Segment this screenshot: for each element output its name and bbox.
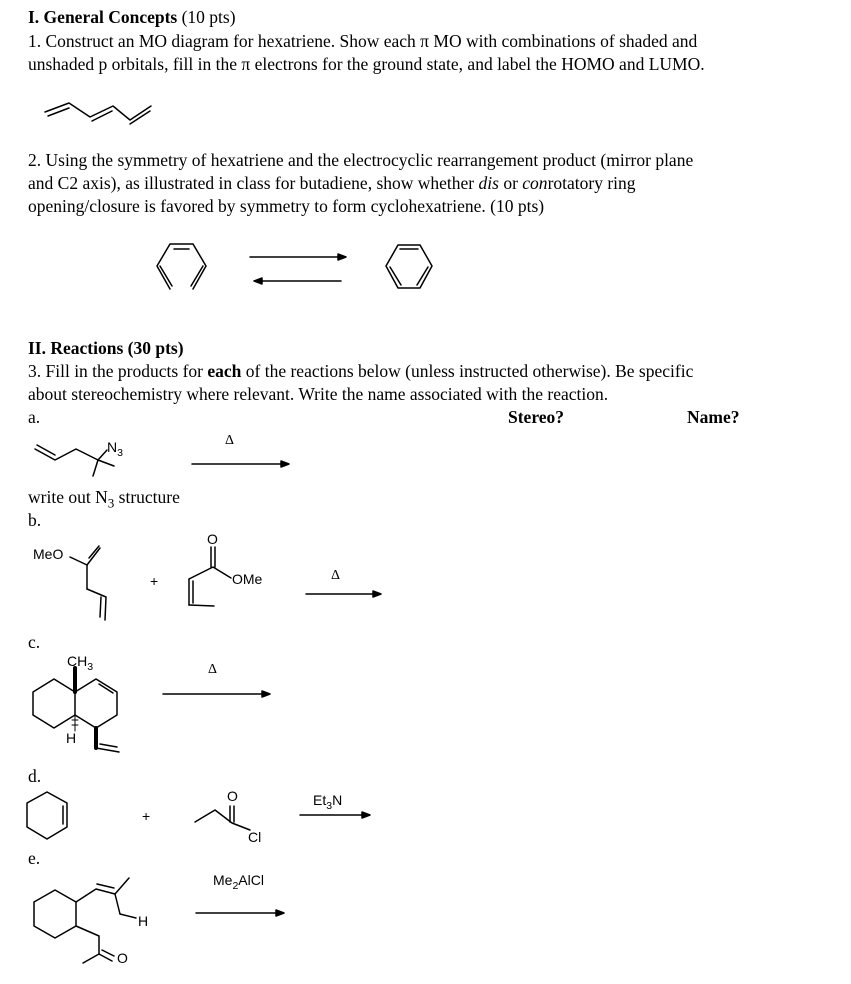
vinyl-ester-structure [189,547,231,606]
reaction-c-hydrogen: H [66,730,77,746]
ester-carbonyl-oxygen: O [207,531,218,547]
reaction-d-reagent: $Et_3N$ [313,792,343,812]
reaction-e-arrow [196,910,284,916]
or-word: or [498,173,523,193]
reaction-a-arrow [192,461,289,467]
question-3-line-1-start: 3. Fill in the products for [28,361,208,381]
reaction-b-arrow [306,591,381,597]
bicyclic-diene-structure [33,668,119,752]
reaction-c-label: c. [28,632,41,652]
reaction-d-label: d. [28,766,42,786]
dis-word: dis [478,173,499,193]
azide-label: $N_3$ [107,439,123,459]
methoxy-label: MeO [33,546,64,562]
question-1-line-1: 1. Construct an MO diagram for hexatriene. Show each π MO with combinations of shaded and [28,31,698,51]
question-1-line-2: unshaded p orbitals, fill in the π electrons for the ground state, and label the HOMO and LUMO. [28,54,705,74]
cyclohexene-structure [27,792,67,839]
name-column-header: Name? [687,407,740,427]
reaction-e-reagent: $Me_2AlCl$ [213,872,264,892]
methoxy-diene-structure [70,546,106,620]
reaction-d-plus: + [142,808,151,824]
question-2-line-1: 2. Using the symmetry of hexatriene and the electrocyclic rearrangement product (mirror plane [28,150,694,170]
reaction-c-arrow [163,691,270,697]
equilibrium-arrows [250,254,346,284]
allylic-azide-structure [35,445,114,476]
question-3-line-1-end: of the reactions below (unless instructed otherwise). Be specific [241,361,694,381]
open-hexatriene-structure [157,244,206,289]
reaction-c-heat: Δ [208,662,218,677]
reaction-e-label: e. [28,848,41,868]
section-2-heading: II. Reactions (30 pts) [28,338,184,358]
aldehyde-oxygen: O [117,950,128,966]
acyl-chloride-chlorine: Cl [248,829,262,845]
each-word: each [207,361,242,381]
ester-methoxy-label: OMe [232,571,263,587]
stereo-column-header: Stereo? [508,407,565,427]
acyl-chloride-oxygen: O [227,788,238,804]
hexatriene-structure [45,103,151,124]
reaction-a-note: write out $N_3$ structure [28,487,180,511]
section-1-points: (10 pts) [177,7,236,27]
reaction-b-plus: + [150,573,159,589]
reaction-a-label: a. [28,407,41,427]
reaction-a-heat: Δ [225,433,235,448]
reaction-b-heat: Δ [331,568,341,583]
con-word: con [522,173,548,193]
question-2-line-2-end: rotatory ring [547,173,636,193]
cyclohexatriene-structure [386,245,432,288]
methyl-label: $CH_3$ [67,653,94,673]
ene-substrate-structure [34,878,136,963]
acyl-chloride-structure [195,806,250,830]
reaction-e-hydrogen: H [138,913,149,929]
question-2-line-3: opening/closure is favored by symmetry to form cyclohexatriene. (10 pts) [28,196,545,216]
reaction-d-arrow [300,812,370,818]
question-3-line-2: about stereochemistry where relevant. Write the name associated with the reaction. [28,384,609,404]
reaction-b-label: b. [28,510,42,530]
question-2-line-2-start: and C2 axis), as illustrated in class for butadiene, show whether [28,173,479,193]
section-1-heading: I. General Concepts [28,7,178,27]
